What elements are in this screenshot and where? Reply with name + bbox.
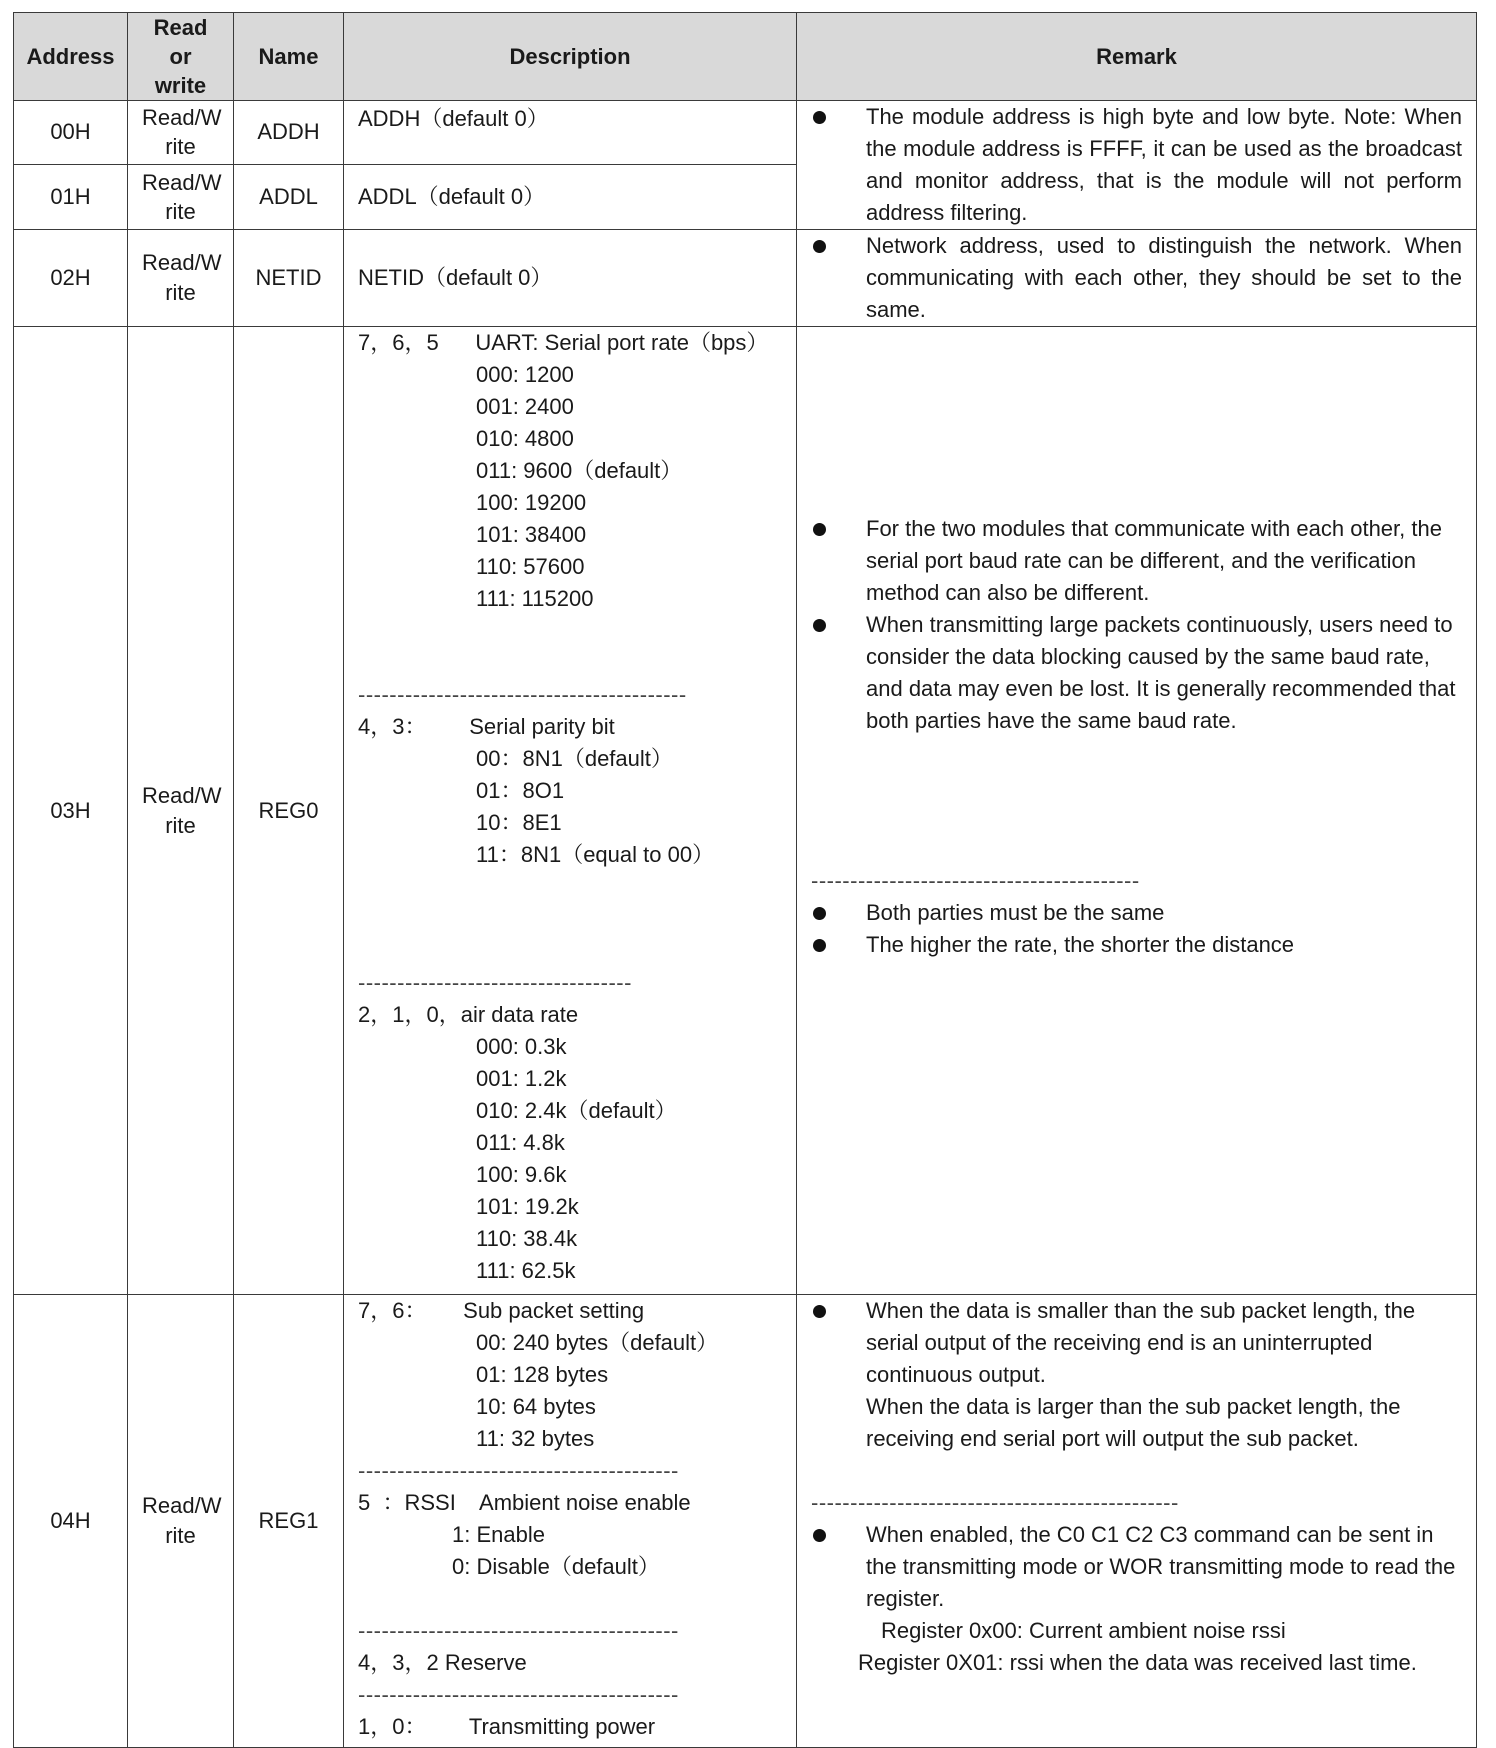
separator: ----------------------------------------------- <box>811 1490 1179 1515</box>
cell-description: ADDH（default 0） <box>344 101 797 165</box>
bullet-dot <box>813 523 826 536</box>
uart-option: 110: 57600 <box>476 554 585 579</box>
cell-address: 03H <box>14 327 128 1295</box>
rssi-option: 1: Enable <box>452 1522 545 1547</box>
header-remark: Remark <box>797 13 1477 101</box>
rssi-label: 5 ：RSSI Ambient noise enable <box>358 1490 691 1515</box>
sub-packet-label: 7，6： Sub packet setting <box>358 1298 645 1323</box>
cell-description: ADDL（default 0） <box>344 164 797 229</box>
table-row <box>14 327 1477 1295</box>
cell-address: 00H <box>14 101 128 165</box>
register-table <box>13 12 1477 1748</box>
bullet-dot <box>813 619 826 632</box>
bullet-dot <box>813 1305 826 1318</box>
cell-rw: Read/W rite <box>128 164 234 229</box>
bullet-dot <box>813 1529 826 1542</box>
cell-address: 01H <box>14 164 128 229</box>
cell-remark-address <box>797 101 1477 230</box>
bullet-item: Both parties must be the same <box>811 897 1462 929</box>
cell-name: ADDH <box>234 101 344 165</box>
table-row <box>14 101 1477 165</box>
sub-packet-option: 01: 128 bytes <box>476 1362 609 1387</box>
sub-packet-option: 00: 240 bytes（default） <box>476 1330 719 1355</box>
header-description: Description <box>344 13 797 101</box>
power-label: 1，0： Transmitting power <box>358 1714 656 1739</box>
bullet-item: The higher the rate, the shorter the distance <box>811 929 1462 961</box>
air-rate-label: 2，1，0，air data rate <box>358 1002 579 1027</box>
separator: ----------------------------------- <box>358 970 632 995</box>
separator: ----------------------------------------- <box>358 1618 679 1643</box>
uart-label: 7，6，5 UART: Serial port rate（bps） <box>358 330 769 355</box>
cell-rw: Read/W rite <box>128 101 234 165</box>
cell-address: 04H <box>14 1295 128 1748</box>
table-row <box>14 230 1477 327</box>
bullet-dot <box>813 939 826 952</box>
air-rate-option: 010: 2.4k（default） <box>476 1098 677 1123</box>
bullet-item: Network address, used to distinguish the network. When communicating with each other, they should be set to the same. <box>811 230 1462 326</box>
cell-description-reg1 <box>344 1295 797 1748</box>
bullet-dot <box>813 111 826 124</box>
cell-description-reg0 <box>344 327 797 1295</box>
uart-option: 011: 9600（default） <box>476 458 683 483</box>
uart-option: 100: 19200 <box>476 490 587 515</box>
parity-label: 4，3： Serial parity bit <box>358 714 615 739</box>
bullet-item: For the two modules that communicate with each other, the serial port baud rate can be different, and the verification method can also be different. <box>811 513 1462 609</box>
uart-option: 101: 38400 <box>476 522 587 547</box>
cell-remark-reg1 <box>797 1295 1477 1748</box>
air-rate-option: 001: 1.2k <box>476 1066 567 1091</box>
remark-text: When the data is larger than the sub packet length, the receiving end serial port will output the sub packet. <box>866 1394 1401 1451</box>
air-rate-option: 011: 4.8k <box>476 1130 565 1155</box>
parity-option: 10：8E1 <box>476 810 562 835</box>
cell-remark-netid <box>797 230 1477 327</box>
bullet-dot <box>813 240 826 253</box>
bullet-dot <box>813 907 826 920</box>
air-rate-option: 100: 9.6k <box>476 1162 567 1187</box>
air-rate-option: 000: 0.3k <box>476 1034 567 1059</box>
bullet-item: When the data is smaller than the sub packet length, the serial output of the receiving end is an uninterrupted continuous output. <box>811 1295 1462 1391</box>
cell-name: REG0 <box>234 327 344 1295</box>
cell-remark-reg0 <box>797 327 1477 1295</box>
uart-option: 001: 2400 <box>476 394 574 419</box>
parity-option: 01：8O1 <box>476 778 565 803</box>
separator: ------------------------------------------ <box>358 682 687 707</box>
cell-rw: Read/W rite <box>128 327 234 1295</box>
air-rate-option: 101: 19.2k <box>476 1194 579 1219</box>
header-address: Address <box>14 13 128 101</box>
cell-address: 02H <box>14 230 128 327</box>
cell-description: NETID（default 0） <box>344 230 797 327</box>
remark-text: Register 0x00: Current ambient noise rssi <box>881 1618 1286 1643</box>
cell-name: NETID <box>234 230 344 327</box>
uart-option: 010: 4800 <box>476 426 574 451</box>
air-rate-option: 110: 38.4k <box>476 1226 578 1251</box>
reserve-label: 4，3，2 Reserve <box>358 1650 527 1675</box>
uart-option: 111: 115200 <box>476 586 594 611</box>
cell-rw: Read/W rite <box>128 230 234 327</box>
uart-option: 000: 1200 <box>476 362 574 387</box>
sub-packet-option: 10: 64 bytes <box>476 1394 596 1419</box>
remark-text: Register 0X01: rssi when the data was received last time. <box>858 1650 1417 1675</box>
cell-rw: Read/W rite <box>128 1295 234 1748</box>
rssi-option: 0: Disable（default） <box>452 1554 660 1579</box>
air-rate-option: 111: 62.5k <box>476 1258 576 1283</box>
parity-option: 11：8N1（equal to 00） <box>476 842 715 867</box>
parity-option: 00：8N1（default） <box>476 746 673 771</box>
separator: ------------------------------------------ <box>811 868 1140 893</box>
cell-name: ADDL <box>234 164 344 229</box>
separator: ----------------------------------------- <box>358 1682 679 1707</box>
bullet-item: The module address is high byte and low byte. Note: When the module address is FFFF, it can be used as the broadcast and monitor address, that is the module will not perform address filtering. <box>811 101 1462 229</box>
sub-packet-option: 11: 32 bytes <box>476 1426 595 1451</box>
header-read-write: Read or write <box>128 13 234 101</box>
bullet-item: When transmitting large packets continuously, users need to consider the data blocking caused by the same baud rate, and data may even be lost. It is generally recommended that both parties have the same baud rate. <box>811 609 1462 737</box>
cell-name: REG1 <box>234 1295 344 1748</box>
bullet-item: When enabled, the C0 C1 C2 C3 command can be sent in the transmitting mode or WOR transmitting mode to read the register. <box>811 1519 1462 1615</box>
register-table-page <box>13 12 1476 1748</box>
table-row <box>14 1295 1477 1748</box>
separator: ----------------------------------------- <box>358 1458 679 1483</box>
header-row <box>14 13 1477 101</box>
header-name: Name <box>234 13 344 101</box>
